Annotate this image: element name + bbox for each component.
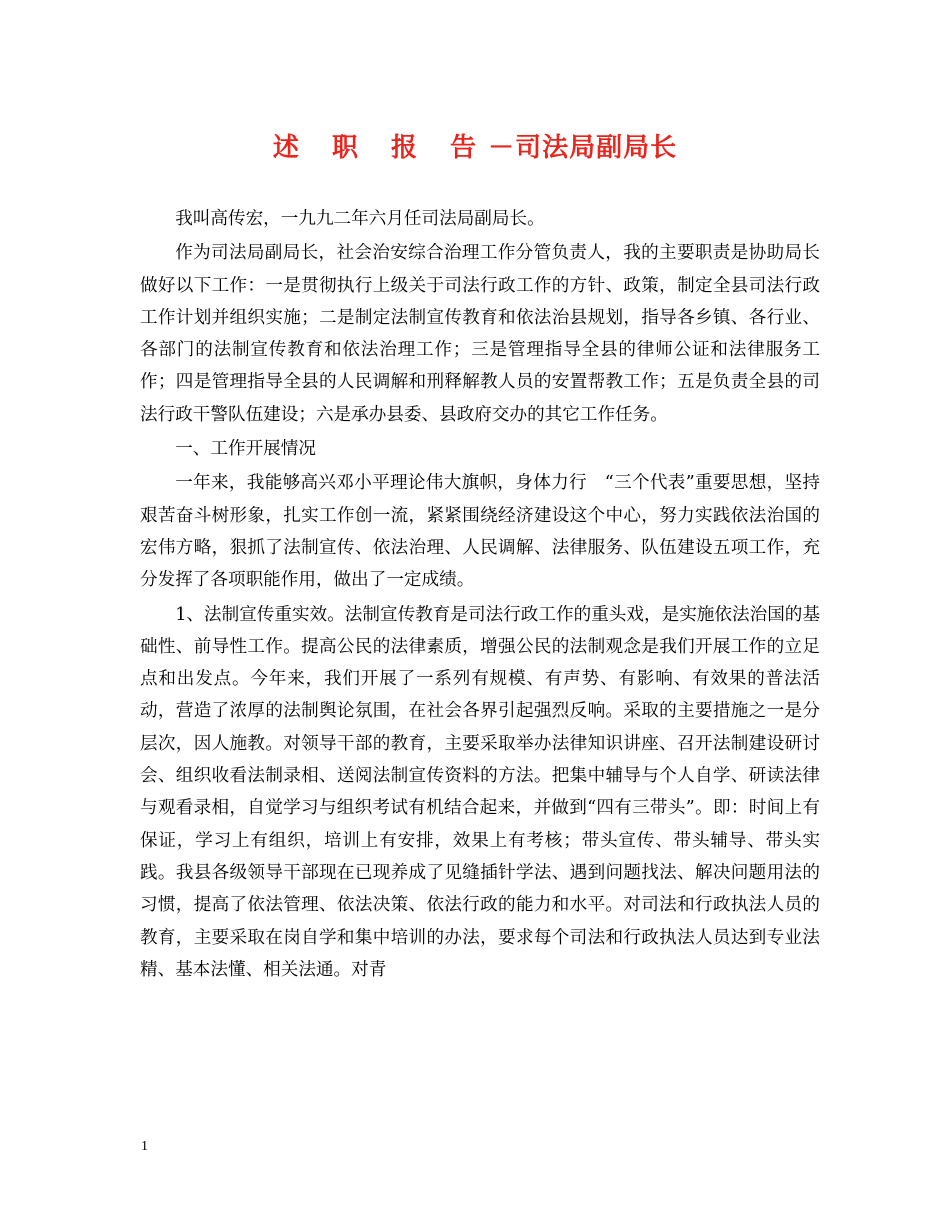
paragraph-intro: 我叫高传宏，一九九二年六月任司法局副局长。	[175, 209, 545, 229]
title-main: 述 职 报 告	[272, 133, 489, 163]
title-sub: －司法局副局长	[488, 133, 678, 163]
paragraph-duties: 作为司法局副局长，社会治安综合治理工作分管负责人，我的主要职责是协助局长做好以下工作：一是贯彻执行上级关于司法行政工作的方针、政策，制定全县司法行政工作计划并组织实施；二是制定法制宣传教育和依法治县规划，指导各乡镇、各行业、各部门的法制宣传教育和依法治理工作；三是管理指导全县的律师公证和法律服务工作；四是管理指导全县的人民调解和刑释解教人员的安置帮教工作；五是负责全县的司法行政干警队伍建设；六是承办县委、县政府交办的其它工作任务。	[140, 243, 820, 425]
paragraph-legal-publicity: 1、法制宣传重实效。法制宣传教育是司法行政工作的重头戏，是实施依法治国的基础性、前导性工作。提高公民的法律素质，增强公民的法制观念是我们开展工作的立足点和出发点。今年来，我们开展了一系列有规模、有声势、有影响、有效果的普法活动，营造了浓厚的法制舆论氛围，在社会各界引起强烈反响。采取的主要措施之一是分层次，因人施教。对领导干部的教育，主要采取举办法律知识讲座、召开法制建设研讨会、组织收看法制录相、送阅法制宣传资料的方法。把集中辅导与个人自学、研读法律与观看录相，自觉学习与组织考试有机结合起来，并做到“四有三带头”。即：时间上有保证，学习上有组织，培训上有安排，效果上有考核；带头宣传、带头辅导、带头实践。我县各级领导干部现在已现养成了见缝插针学法、遇到问题找法、解决问题用法的习惯，提高了依法管理、依法决策、依法行政的能力和水平。对司法和行政执法人员的教育，主要采取在岗自学和集中培训的办法，要求每个司法和行政执法人员达到专业法精、基本法懂、相关法通。对青	[140, 604, 820, 980]
page-number: 1	[141, 1139, 148, 1154]
section-heading-work: 一、工作开展情况	[175, 439, 316, 460]
document-title	[0, 128, 950, 168]
paragraph-overview: 一年来，我能够高兴邓小平理论伟大旗帜，身体力行 “三个代表”重要思想，坚持艰苦奋斗树形象，扎实工作创一流，紧紧围绕经济建设这个中心，努力实践依法治国的宏伟方略，狠抓了法制宣传、依法治理、人民调解、法律服务、队伍建设五项工作，充分发挥了各项职能作用，做出了一定成绩。	[140, 473, 820, 591]
document-body	[140, 203, 820, 988]
